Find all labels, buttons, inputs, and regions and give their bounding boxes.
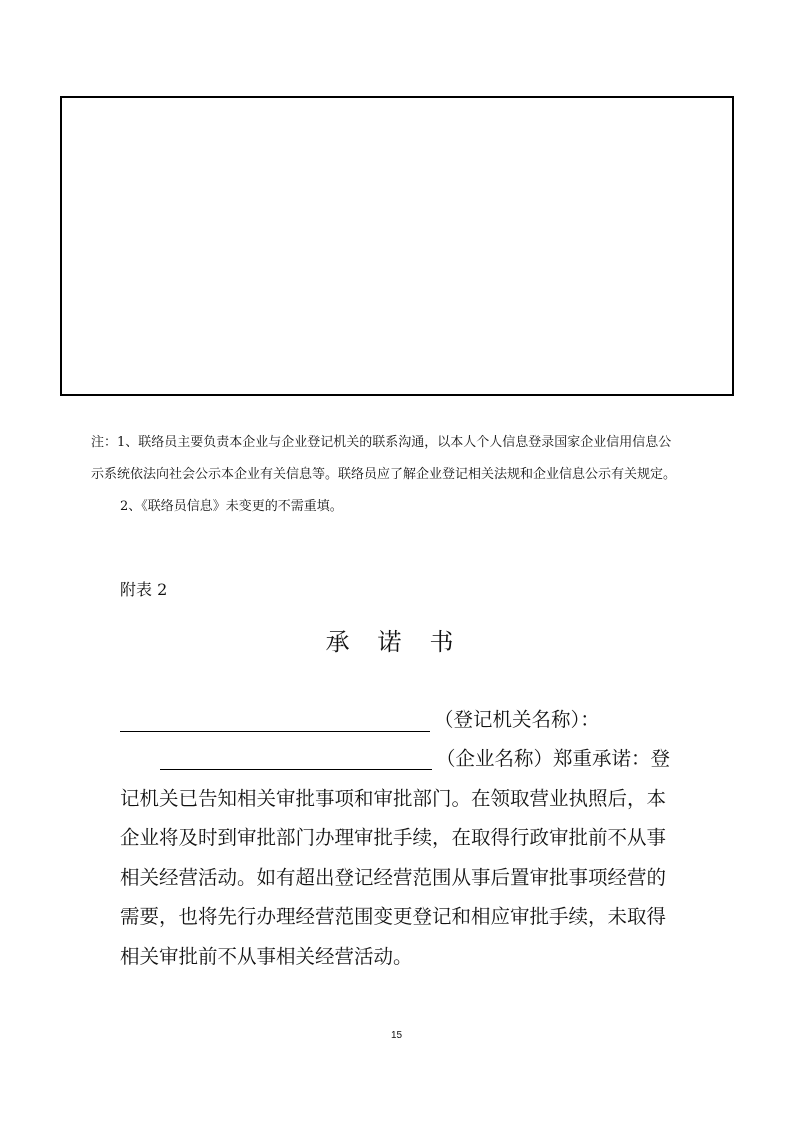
document-title: 承诺书 (325, 628, 482, 656)
pledge-line-5: 相关审批前不从事相关经营活动。 (120, 945, 413, 968)
pledge-line-2: 企业将及时到审批部门办理审批手续，在取得行政审批前不从事 (120, 826, 667, 849)
registrar-name-blank[interactable] (120, 731, 430, 732)
contact-info-table-frame (60, 96, 734, 396)
enterprise-name-label: （企业名称）郑重承诺：登 (436, 747, 671, 770)
note-line-2: 示系统依法向社会公示本企业有关信息等。联络员应了解企业登记相关法规和企业信息公示有关规定。 (91, 467, 677, 482)
registrar-name-label: （登记机关名称）： (434, 708, 600, 731)
pledge-line-4: 需要，也将先行办理经营范围变更登记和相应审批手续，未取得 (120, 905, 667, 928)
page-number: 15 (390, 1030, 403, 1041)
pledge-line-1: 记机关已告知相关审批事项和审批部门。在领取营业执照后，本 (120, 787, 667, 810)
appendix-label: 附表 2 (120, 580, 168, 599)
pledge-line-3: 相关经营活动。如有超出登记经营范围从事后置审批事项经营的 (120, 866, 667, 889)
enterprise-name-blank[interactable] (160, 769, 432, 770)
note-line-1: 注：1、联络员主要负责本企业与企业登记机关的联系沟通，以本人个人信息登录国家企业信用信息公 (91, 435, 672, 450)
note-line-3: 2、《联络员信息》未变更的不需重填。 (120, 499, 343, 514)
